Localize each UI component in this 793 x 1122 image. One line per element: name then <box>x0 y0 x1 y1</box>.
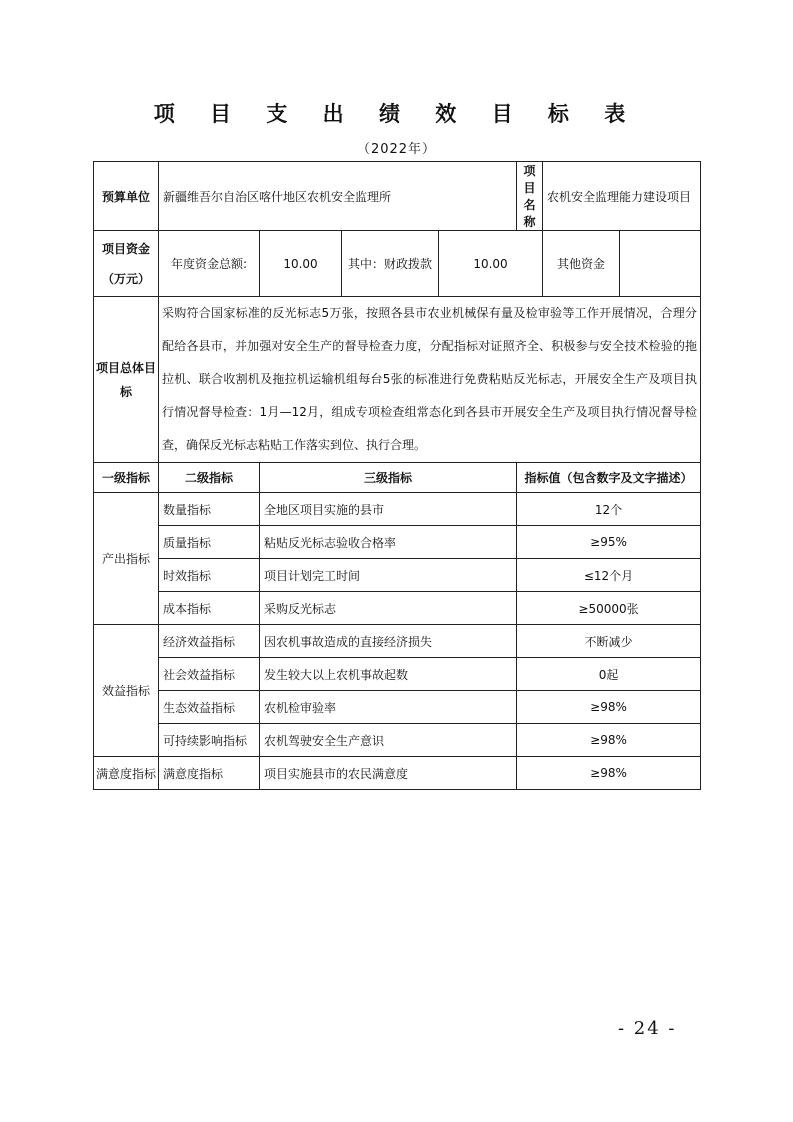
group-output-label: 产出指标 <box>94 493 159 625</box>
table-row <box>94 592 701 625</box>
level3-cell: 粘贴反光标志验收合格率 <box>260 526 517 559</box>
level3-cell: 农机检审验率 <box>260 691 517 724</box>
table-row <box>94 724 701 757</box>
value-cell: ≥95% <box>517 526 701 559</box>
col-level2-header: 二级指标 <box>159 463 260 493</box>
level2-cell: 质量指标 <box>159 526 260 559</box>
group-benefit-label: 效益指标 <box>94 625 159 757</box>
level3-cell: 发生较大以上农机事故起数 <box>260 658 517 691</box>
level2-cell: 成本指标 <box>159 592 260 625</box>
fiscal-value: 10.00 <box>439 231 543 297</box>
annual-total-value: 10.00 <box>260 231 342 297</box>
other-funds-label: 其他资金 <box>543 231 620 297</box>
funds-label <box>94 231 159 297</box>
table-row <box>94 559 701 592</box>
value-cell: ≥98% <box>517 691 701 724</box>
level2-cell: 时效指标 <box>159 559 260 592</box>
funds-row <box>94 231 701 297</box>
goal-row <box>94 297 701 463</box>
level2-cell: 可持续影响指标 <box>159 724 260 757</box>
page-title: 项 目 支 出 绩 效 目 标 表 <box>153 101 640 126</box>
budget-unit-value: 新疆维吾尔自治区喀什地区农机安全监理所 <box>159 162 517 231</box>
level3-cell: 全地区项目实施的县市 <box>260 493 517 526</box>
budget-unit-row <box>94 162 701 231</box>
goal-text: 采购符合国家标准的反光标志5万张，按照各县市农业机械保有量及检审验等工作开展情况，合理分配给各县市，并加强对安全生产的督导检查力度，分配指标对证照齐全、积极参与安全技术检验的拖拉机、联合收割机及拖拉机运输机组每台5张的标准进行免费粘贴反光标志，开展安全生产及项目执行情况督导检查：1月—12月，组成专项检查组常态化到各县市开展安全生产及项目执行情况督导检查，确保反光标志粘贴工作落实到位、执行合理。 <box>159 297 701 463</box>
value-cell: 不断减少 <box>517 625 701 658</box>
performance-target-table <box>93 161 701 790</box>
project-name-label: 项目名称 <box>517 162 543 231</box>
level2-cell: 满意度指标 <box>159 757 260 790</box>
table-row <box>94 526 701 559</box>
table-row <box>94 691 701 724</box>
page-number: - 24 - <box>618 1018 677 1039</box>
value-cell: ≤12个月 <box>517 559 701 592</box>
other-funds-value <box>620 231 701 297</box>
value-cell: ≥98% <box>517 757 701 790</box>
level3-cell: 农机驾驶安全生产意识 <box>260 724 517 757</box>
table-row <box>94 625 701 658</box>
budget-unit-label: 预算单位 <box>94 162 159 231</box>
goal-label: 项目总体目标 <box>94 297 159 463</box>
col-level3-header: 三级指标 <box>260 463 517 493</box>
level2-cell: 数量指标 <box>159 493 260 526</box>
funds-label-line1: 项目资金 <box>101 241 150 256</box>
value-cell: ≥98% <box>517 724 701 757</box>
fiscal-label: 其中：财政拨款 <box>342 231 439 297</box>
group-satisfaction-label: 满意度指标 <box>94 757 159 790</box>
col-value-header: 指标值（包含数字及文字描述） <box>517 463 701 493</box>
level3-cell: 采购反光标志 <box>260 592 517 625</box>
level3-cell: 项目计划完工时间 <box>260 559 517 592</box>
funds-label-line2: （万元） <box>101 271 150 286</box>
value-cell: 12个 <box>517 493 701 526</box>
value-cell: 0起 <box>517 658 701 691</box>
level3-cell: 项目实施县市的农民满意度 <box>260 757 517 790</box>
table-row <box>94 757 701 790</box>
annual-total-label: 年度资金总额: <box>159 231 260 297</box>
table-row <box>94 658 701 691</box>
level3-cell: 因农机事故造成的直接经济损失 <box>260 625 517 658</box>
level2-cell: 社会效益指标 <box>159 658 260 691</box>
table-row <box>94 493 701 526</box>
project-name-value: 农机安全监理能力建设项目 <box>543 162 701 231</box>
value-cell: ≥50000张 <box>517 592 701 625</box>
level2-cell: 经济效益指标 <box>159 625 260 658</box>
year-label: （2022年） <box>356 142 437 157</box>
col-level1-header: 一级指标 <box>94 463 159 493</box>
column-header-row <box>94 463 701 493</box>
level2-cell: 生态效益指标 <box>159 691 260 724</box>
